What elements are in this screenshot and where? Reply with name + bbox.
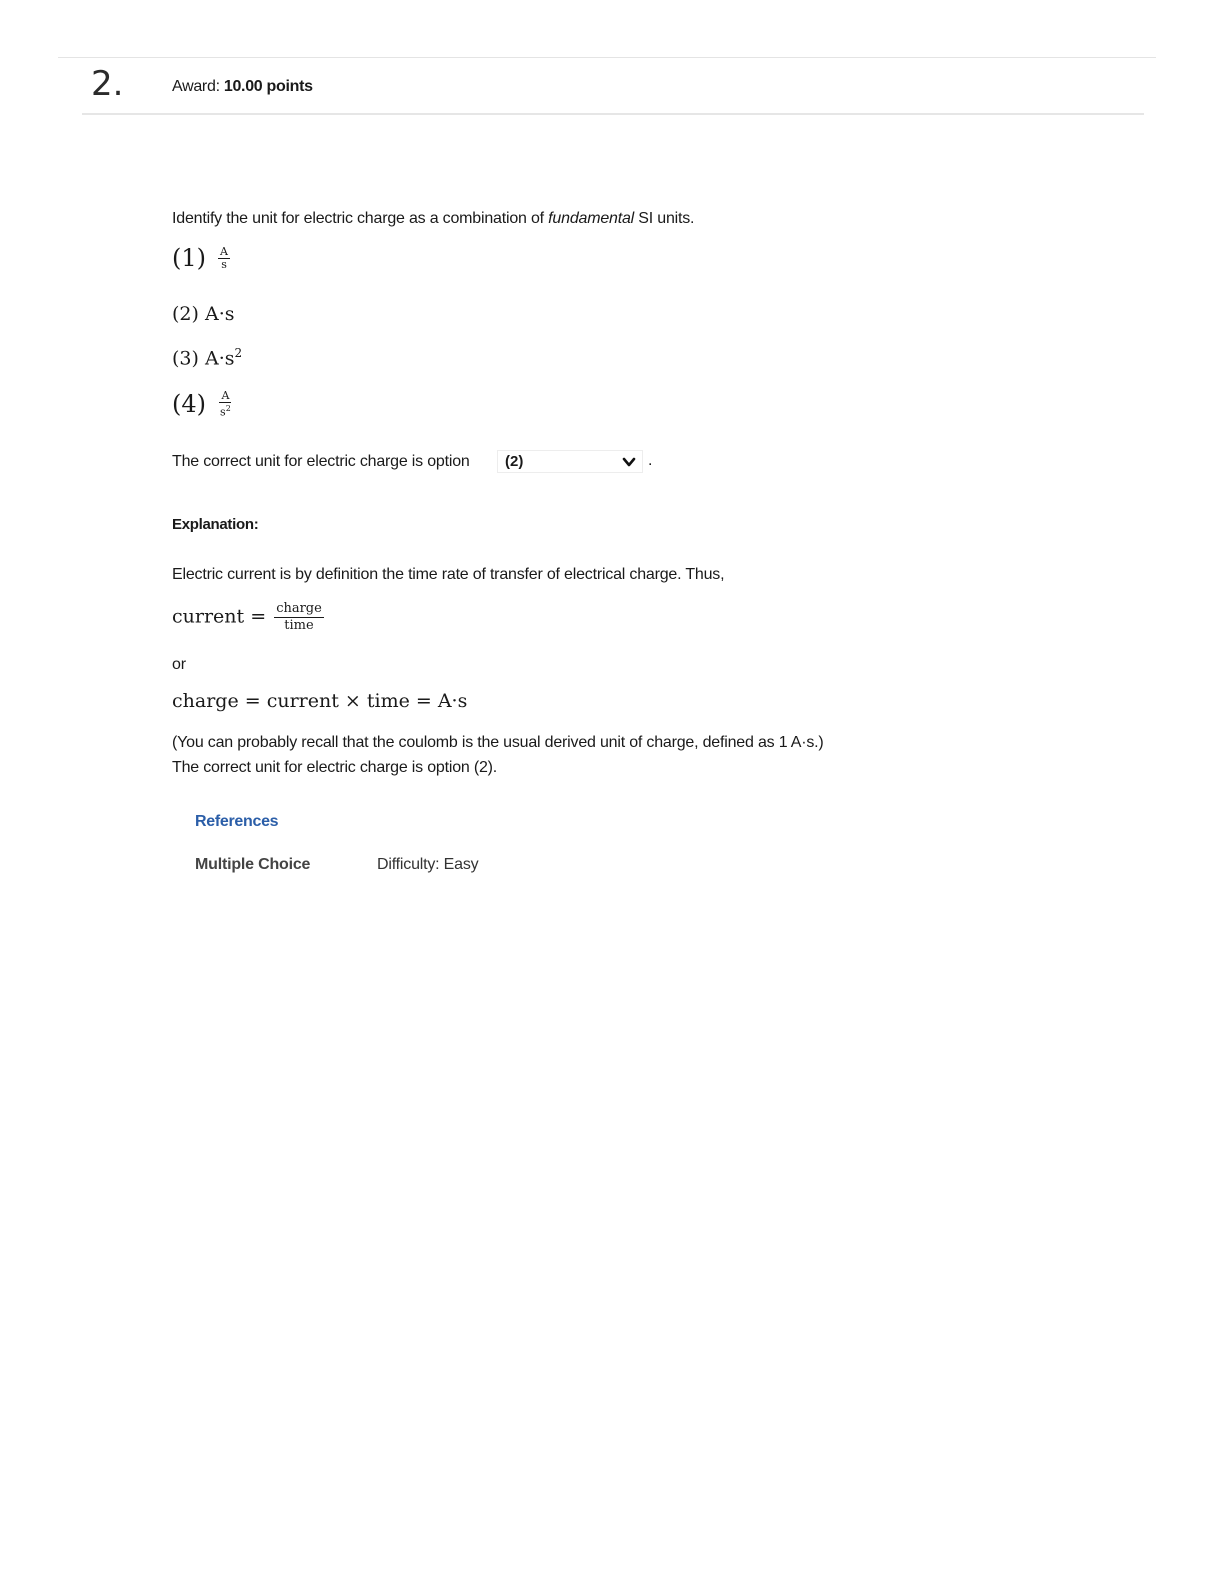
header-divider [82,113,1144,115]
fraction-numerator: A [220,244,228,258]
option-label: (3) [172,347,199,370]
option-unit: A·s [204,347,235,370]
top-divider [58,57,1156,58]
option-3 [172,346,242,369]
award-label: Award: [172,78,224,95]
prompt-emphasis: fundamental [548,210,635,227]
option-2 [172,303,234,325]
explanation-or: or [172,656,186,673]
option-label: (4) [172,390,206,419]
option-unit: A·s [204,303,235,325]
question-type: Multiple Choice [195,856,311,873]
prompt-text: Identify the unit for electric charge as a combination of [172,210,549,227]
question-number: 2. [91,64,124,104]
question-prompt [172,209,694,229]
option-exponent: 2 [234,346,243,360]
fraction-numerator: charge [276,601,322,616]
fraction-denominator [218,403,233,419]
explanation-label: Explanation: [172,516,259,533]
option-4 [172,390,233,419]
explanation-note: (You can probably recall that the coulomb is the usual derived unit of charge, defined as 1 A·s.) [172,734,824,751]
answer-dropdown-value: (2) [505,453,524,470]
option-fraction [218,390,233,419]
answer-line-text: The correct unit for electric charge is option [172,453,470,470]
denominator-base: s [220,405,226,419]
denominator-exponent: 2 [225,404,231,413]
award-value: 10.00 points [223,78,313,95]
option-label: (1) [172,244,206,272]
fraction-numerator: A [221,389,230,402]
difficulty-label: Difficulty: Easy [377,856,479,873]
explanation-conclusion: The correct unit for electric charge is option (2). [172,759,498,776]
explanation-text: Electric current is by definition the time rate of transfer of electrical charge. Thus, [172,566,725,583]
references-link[interactable]: References [195,813,279,830]
equation-lhs: current [172,605,245,628]
award-points [172,78,313,96]
option-1 [172,244,230,272]
equation-current [172,601,324,634]
fraction-denominator: s [221,257,227,271]
answer-dropdown[interactable] [497,450,643,473]
option-label: (2) [172,303,199,325]
prompt-text-end: SI units. [634,210,695,227]
equation-equals: = [250,605,267,628]
option-fraction [218,246,230,271]
answer-line-period: . [648,452,653,469]
fraction-denominator: time [284,618,314,633]
equation-fraction [274,601,324,634]
equation-charge: charge = current × time = A·s [172,690,468,712]
chevron-down-icon [622,455,636,469]
